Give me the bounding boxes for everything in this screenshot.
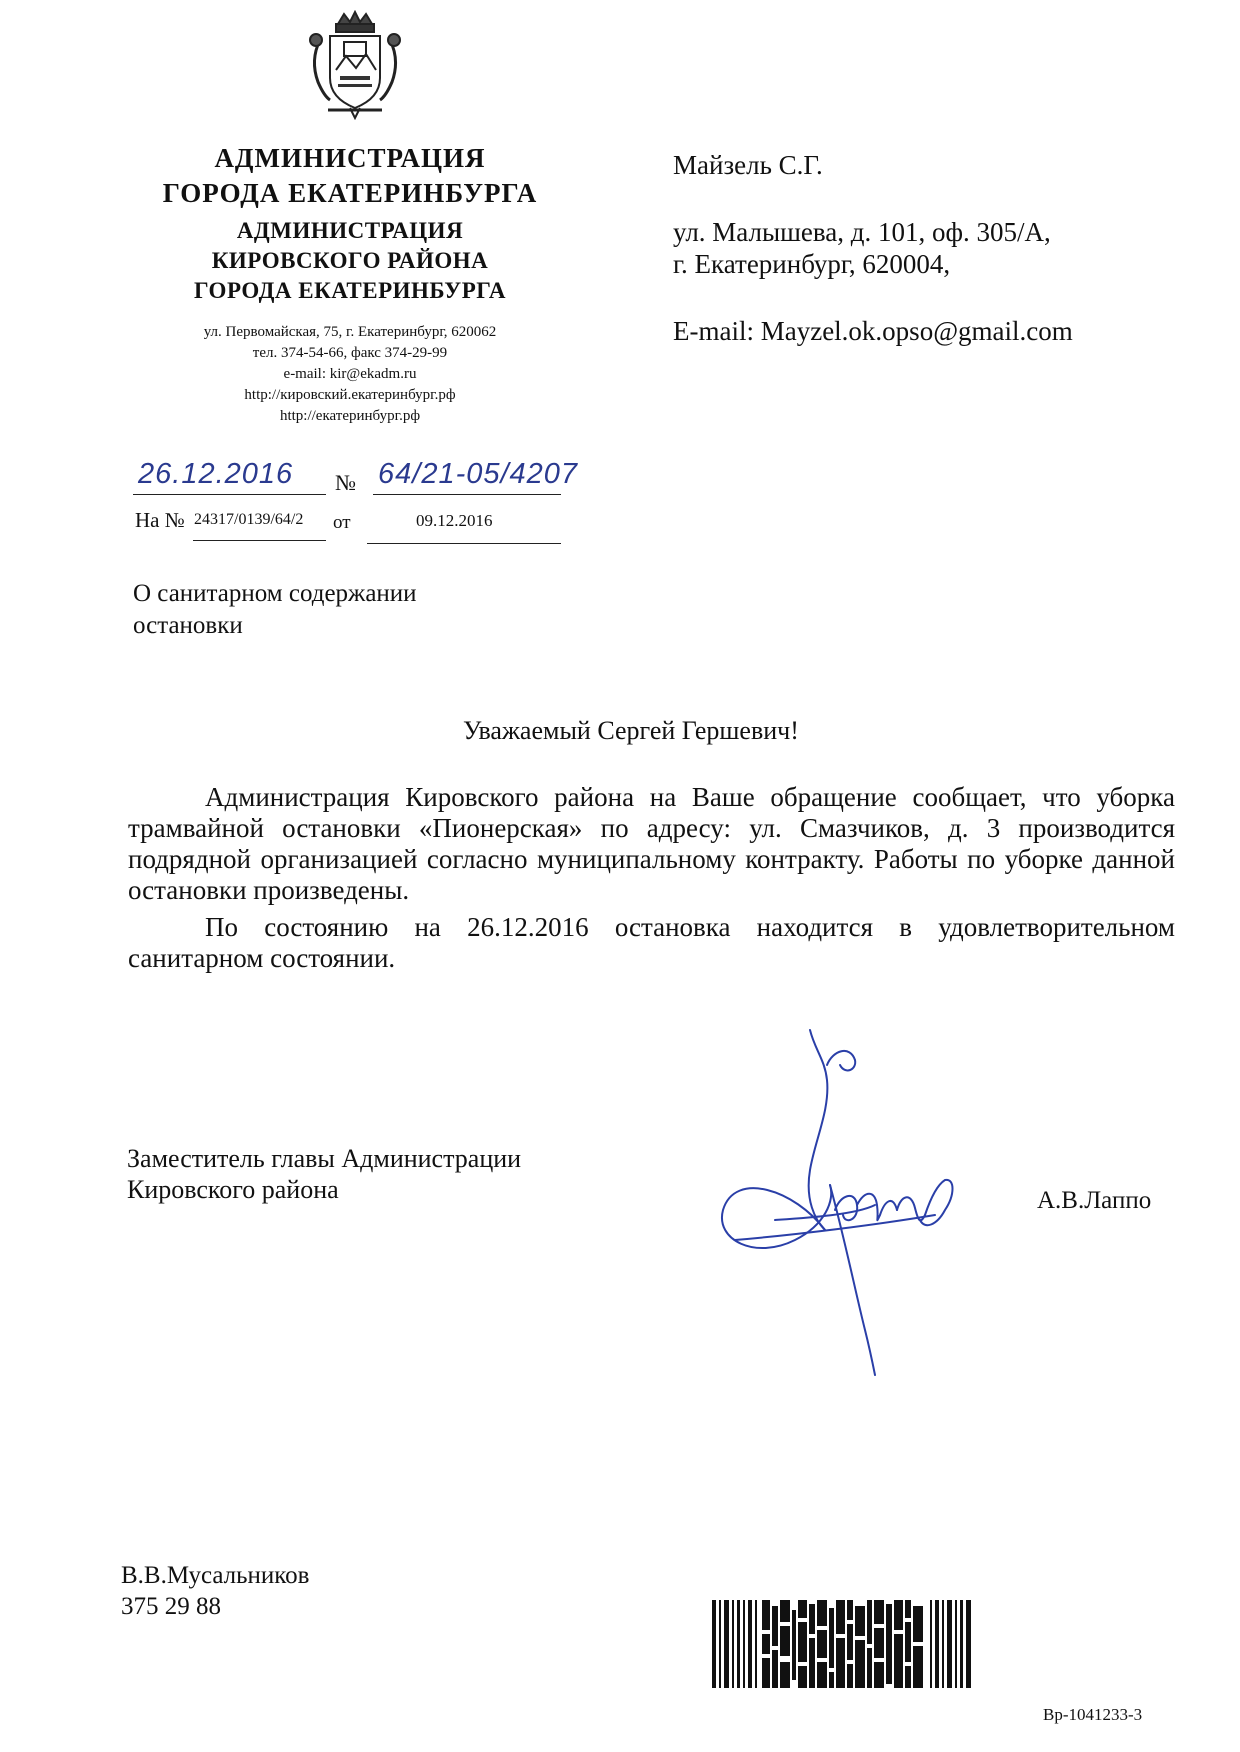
reference-label: На № [135,508,185,532]
reference-from-label: от [333,512,351,533]
letter-date: 26.12.2016 [138,458,294,490]
org-email: e-mail: kir@ekadm.ru [283,366,417,382]
suborg-name-line2: КИРОВСКОГО РАЙОНА [211,248,489,273]
recipient-street: ул. Малышева, д. 101, оф. 305/А, [673,217,1051,247]
suborg-name-line3: ГОРОДА ЕКАТЕРИНБУРГА [194,278,506,303]
org-contacts [130,322,570,427]
body-paragraph-2: По состоянию на 26.12.2016 остановка находится в удовлетворительном санитарном состоянии. [128,912,1175,973]
org-name-line2: ГОРОДА ЕКАТЕРИНБУРГА [162,178,538,208]
recipient-name: Майзель С.Г. [673,150,823,180]
executor-phone: 375 29 88 [121,1593,221,1620]
number-label: № [335,470,356,495]
barcode-code: Вр-1041233-3 [1043,1705,1143,1724]
greeting: Уважаемый Сергей Гершевич! [463,716,799,745]
executor-block [121,1560,310,1622]
org-address: ул. Первомайская, 75, г. Екатеринбург, 620062 [203,324,497,340]
reference-date-underline [367,543,561,544]
reference-underline [193,540,326,541]
body-paragraph-1: Администрация Кировского района на Ваше обращение сообщает, что уборка трамвайной остановки «Пионерская» по адресу: ул. Смазчиков, д. 3 производится подрядной организацией согласно муниципальному контракту. Работы по уборке данной остановки произведены. [128,782,1175,905]
letter-subject [133,578,417,642]
subject-line2: остановки [133,612,243,639]
recipient-city: г. Екатеринбург, 620004, [673,249,951,279]
barcode-icon [712,1600,974,1688]
date-underline [133,494,326,495]
signatory-name: А.В.Лаппо [1037,1187,1152,1214]
number-underline [373,494,561,495]
org-url-1: http://кировский.екатеринбург.рф [244,387,456,403]
signatory-title [127,1143,521,1205]
org-phone: тел. 374-54-66, факс 374-29-99 [252,345,448,361]
signatory-title-line1: Заместитель главы Администрации [127,1144,522,1173]
handwritten-signature-icon [715,1020,1035,1380]
signatory-title-line2: Кировского района [127,1175,339,1204]
letter-number: 64/21-05/4207 [378,458,579,490]
org-name-line1: АДМИНИСТРАЦИЯ [214,143,486,173]
recipient-email: E-mail: Mayzel.ok.opso@gmail.com [673,316,1073,346]
reference-date: 09.12.2016 [416,511,493,530]
org-url-2: http://екатеринбург.рф [279,408,421,424]
coat-of-arms-icon [300,10,410,120]
suborg-name-line1: АДМИНИСТРАЦИЯ [236,218,464,243]
reference-number: 24317/0139/64/2 [194,511,304,528]
executor-name: В.В.Мусальников [121,1562,310,1589]
subject-line1: О санитарном содержании [133,580,417,607]
